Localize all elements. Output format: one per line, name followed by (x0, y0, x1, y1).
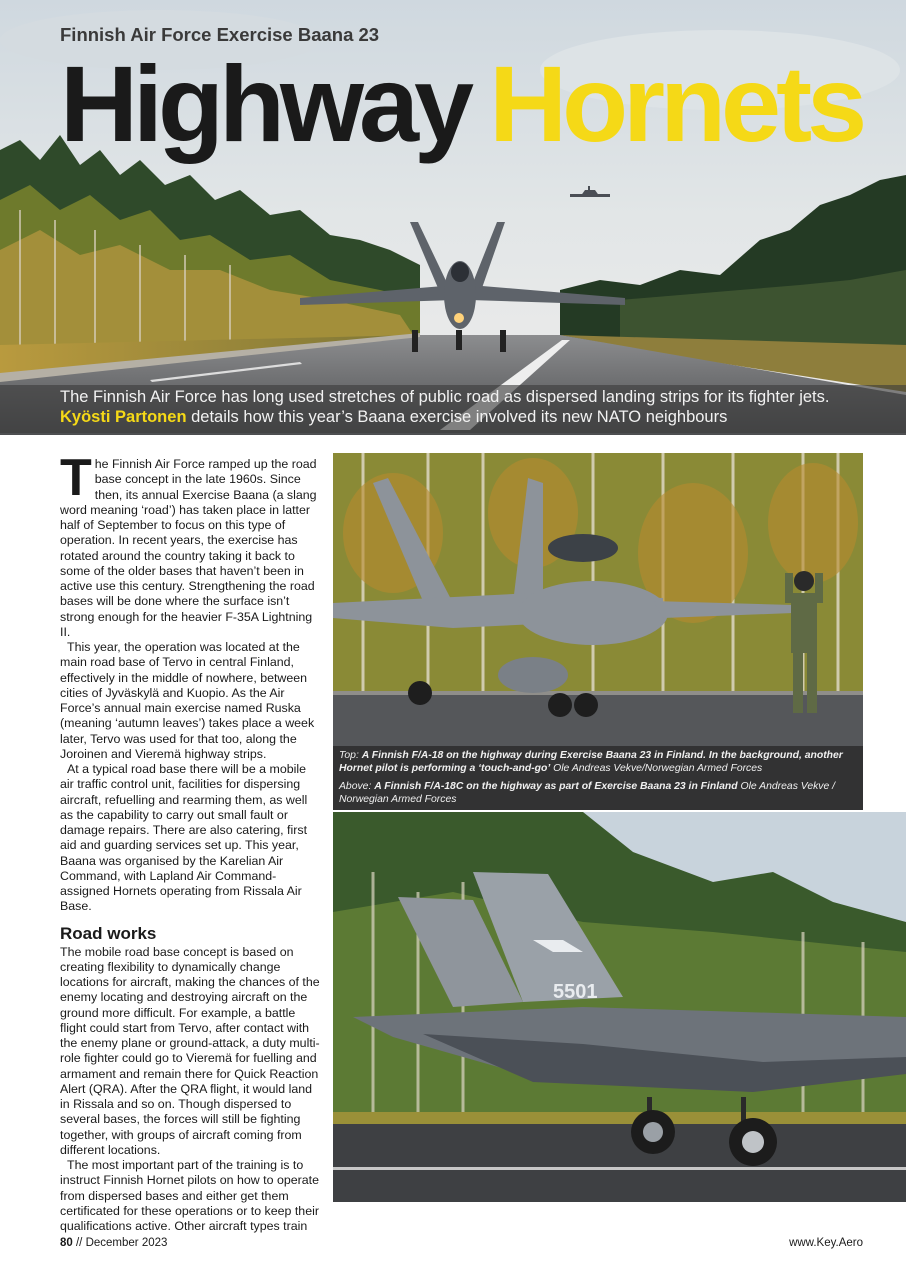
body-paragraph: This year, the operation was located at the main road base of Tervo in central Finland, effectively in the middle of nowhere, between cities of Jyväskylä and Kuopio. As the Air Force’s annual main exercise named Ruska (meaning ‘autumn leaves’) takes place a week later, Tervo was used for that too, along the Joroinen and Vieremä highway strips. (60, 640, 315, 761)
caption-label: Top: (339, 750, 362, 761)
caption-text: A Finnish F/A-18C on the highway as part of Exercise Baana 23 in Finland (374, 781, 738, 792)
body-paragraph: At a typical road base there will be a mobile air traffic control unit, facilities for dispersing aircraft, refuelling and rearming them, as well as the capability to carry out small fault or damage repairs. There are also catering, first aid and guarding services set up. This year, Baana was organised by the Karelian Air Command, with Lapland Air Command-assigned Hornets operating from Rissala Air Base. (60, 762, 308, 914)
section-kicker: Finnish Air Force Exercise Baana 23 (60, 24, 380, 45)
hero-photo (0, 0, 906, 435)
body-paragraph: The mobile road base concept is based on creating flexibility to dynamically change locations for aircraft, making the chances of the enemy locating and destroying aircraft on the ground more difficult. For example, a battle flight could start from Tervo, after contact with the enemy plane or ground-attack, a duty multi-role fighter could go to Vieremä for fuelling and armament and remain there for Quick Reaction Alert (QRA). After the QRA flight, it would land in Rissala and so on. Though dispersed to several bases, the forces will still be fighting together, with groups of aircraft coming from different locations. (60, 944, 320, 1157)
standfirst-line1: The Finnish Air Force has long used stretches of public road as dispersed landing strips for its fighter jets. (60, 388, 830, 406)
standfirst-line2 (60, 408, 727, 427)
page-number: 80 (60, 1237, 73, 1249)
headline-part2: Hornets (489, 43, 863, 164)
caption-label: Above: (339, 781, 375, 792)
dropcap: T (60, 449, 92, 507)
standfirst-line2-text: details how this year’s Baana exercise involved its new NATO neighbours (186, 408, 728, 426)
caption-top (339, 750, 855, 775)
article-body (60, 449, 322, 1234)
issue-date: // December 2023 (72, 1237, 168, 1249)
standfirst (0, 385, 906, 433)
author-name: Kyösti Partonen (60, 408, 187, 426)
photo-caption-box (333, 746, 863, 810)
website-url: www.Key.Aero (789, 1237, 863, 1249)
caption-text: A Finnish F/A-18 on the highway during Exercise Baana 23 in Finland. In the background, another Hornet pilot is performing a ‘touch-and-go’ (339, 750, 843, 774)
body-paragraph (60, 449, 322, 640)
headline-part1: Highway (60, 43, 470, 164)
page-footer-left (60, 1237, 167, 1249)
photo-tail-illustration (333, 812, 906, 1202)
caption-above (339, 781, 855, 806)
photo-hornet-tail (333, 812, 906, 1202)
subheading: Road works (60, 923, 157, 943)
body-paragraph-text: he Finnish Air Force ramped up the road base concept in the late 1960s. Since then, its annual Exercise Baana (a slang word meaning ‘road’) has taken place in latter half of September to focus on this type of operation. In recent years, the exercise has rotated around the country taking it back to some of the older bases that haven’t been in active use this century. Strengthening the road bases will be done where the surface isn’t strong enough for the heavier F-35A Lightning II. (60, 457, 317, 639)
body-paragraph: The most important part of the training is to instruct Finnish Hornet pilots on how to operate from dispersed bases and either get them certificated for these operations or to keep their qualifications active. Other aircraft types train (60, 1158, 319, 1233)
tail-number: 5501 (553, 981, 598, 1003)
caption-credit: Ole Andreas Vekve / Norwegian Armed Forces (339, 781, 836, 805)
headline (60, 43, 863, 164)
caption-credit: Ole Andreas Vekve/Norwegian Armed Forces (550, 762, 763, 774)
